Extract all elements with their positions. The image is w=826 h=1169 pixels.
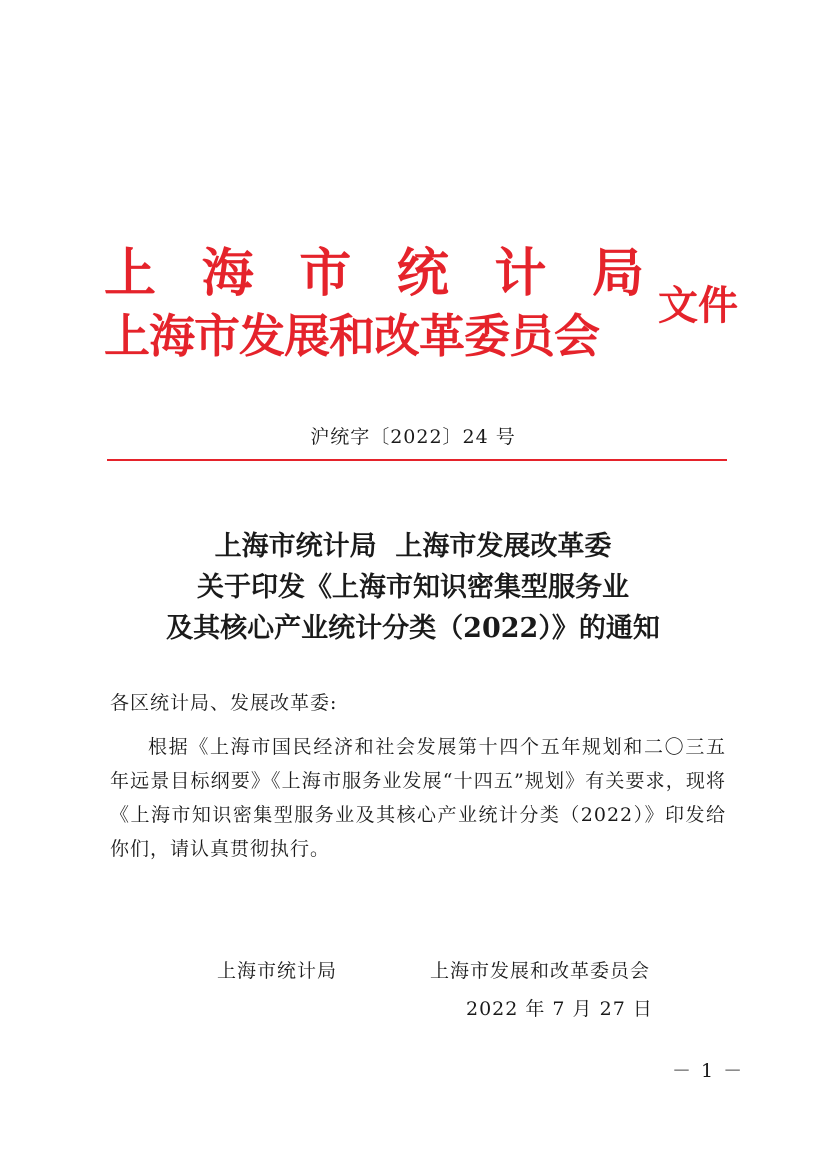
document-title <box>0 526 826 649</box>
signature-issuer-right: 上海市发展和改革委员会 <box>430 960 651 982</box>
signature-issuer-left: 上海市统计局 <box>217 960 338 982</box>
issuer-char: 统 <box>396 243 449 304</box>
document-kind-label: 文件 <box>658 282 738 329</box>
issuer-statistics-bureau <box>104 244 644 304</box>
issuer-char: 局 <box>591 243 644 304</box>
body-paragraph: 根据《上海市国民经济和社会发展第十四个五年规划和二〇三五年远景目标纲要》《上海市服务业发展“十四五”规划》有关要求，现将《上海市知识密集型服务业及其核心产业统计分类（2022）》印发给你们，请认真贯彻执行。 <box>110 736 726 860</box>
issuer-char: 计 <box>494 243 547 304</box>
issuer-char: 上 <box>104 243 157 304</box>
document-number: 沪统字〔2022〕24 号 <box>310 426 516 448</box>
page-number: － 1 － <box>672 1060 745 1082</box>
issuer-development-commission: 上海市发展和改革委员会 <box>104 309 599 363</box>
signature-date: 2022 年 7 月 27 日 <box>466 998 653 1020</box>
title-line: 及其核心产业统计分类（2022）》的通知 <box>166 613 660 644</box>
title-line: 上海市统计局 上海市发展改革委 <box>214 531 612 562</box>
letterhead <box>104 244 744 374</box>
issuer-char: 海 <box>201 243 254 304</box>
title-line: 关于印发《上海市知识密集型服务业 <box>197 572 629 603</box>
salutation: 各区统计局、发展改革委: <box>110 692 338 714</box>
issuer-char: 市 <box>299 243 352 304</box>
red-divider-rule <box>107 459 727 461</box>
